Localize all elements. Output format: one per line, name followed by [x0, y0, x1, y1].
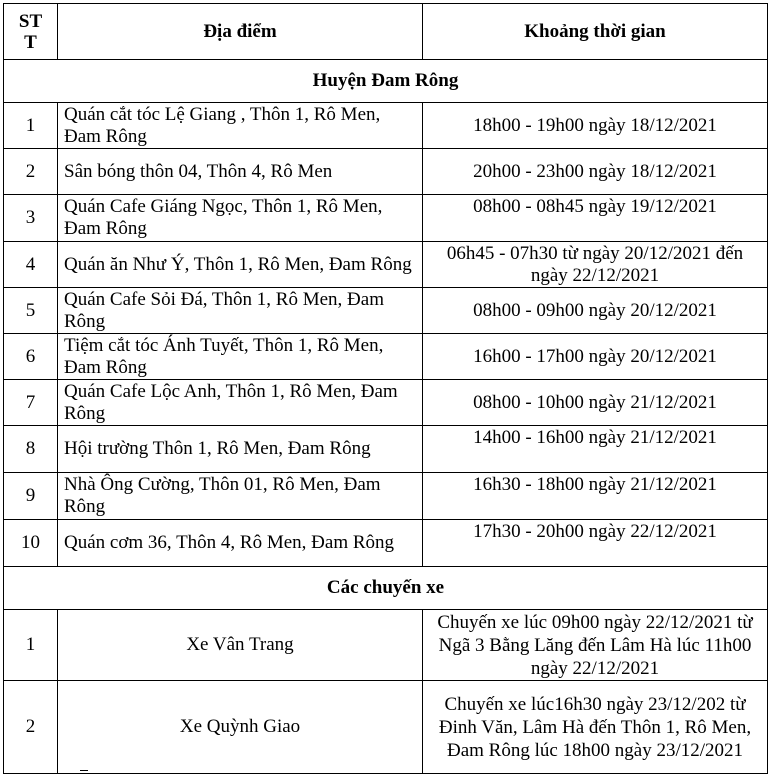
table-row: [4, 426, 768, 473]
table-row: [4, 288, 768, 334]
header-row: [4, 4, 768, 60]
table-row: [4, 473, 768, 520]
row-place: Xe Vân Trang: [58, 610, 423, 681]
row-time: 08h00 - 09h00 ngày 20/12/2021: [423, 288, 768, 334]
row-stt: 4: [4, 242, 58, 288]
row-stt: 10: [4, 520, 58, 567]
row-stt: 1: [4, 610, 58, 681]
row-stt: 9: [4, 473, 58, 520]
row-time: Chuyến xe lúc 09h00 ngày 22/12/2021 từ Ngã 3 Bằng Lăng đến Lâm Hà lúc 11h00 ngày 22/12/2021: [423, 610, 768, 681]
row-place: Quán Cafe Lộc Anh, Thôn 1, Rô Men, Đam Rông: [58, 380, 423, 426]
table-row: [4, 242, 768, 288]
header-stt: ST T: [4, 4, 58, 60]
row-place: Tiệm cắt tóc Ánh Tuyết, Thôn 1, Rô Men, Đam Rông: [58, 334, 423, 380]
row-stt: 5: [4, 288, 58, 334]
row-time: 16h30 - 18h00 ngày 21/12/2021: [423, 473, 768, 520]
table-row: [4, 681, 768, 774]
row-stt: 8: [4, 426, 58, 473]
table-row: [4, 195, 768, 242]
page-cutoff-mark: [80, 770, 88, 773]
table-row: [4, 334, 768, 380]
row-time: 06h45 - 07h30 từ ngày 20/12/2021 đến ngày 22/12/2021: [423, 242, 768, 288]
row-time: 14h00 - 16h00 ngày 21/12/2021: [423, 426, 768, 473]
row-stt: 1: [4, 103, 58, 149]
row-time: 17h30 - 20h00 ngày 22/12/2021: [423, 520, 768, 567]
table-row: [4, 380, 768, 426]
row-stt: 3: [4, 195, 58, 242]
row-stt: 2: [4, 681, 58, 774]
row-stt: 7: [4, 380, 58, 426]
row-time: 08h00 - 10h00 ngày 21/12/2021: [423, 380, 768, 426]
table-row: [4, 520, 768, 567]
row-time: 18h00 - 19h00 ngày 18/12/2021: [423, 103, 768, 149]
row-place: Quán ăn Như Ý, Thôn 1, Rô Men, Đam Rông: [58, 242, 423, 288]
section-title: Các chuyến xe: [4, 567, 768, 610]
row-place: Sân bóng thôn 04, Thôn 4, Rô Men: [58, 149, 423, 195]
table-row: [4, 149, 768, 195]
row-place: Quán cơm 36, Thôn 4, Rô Men, Đam Rông: [58, 520, 423, 567]
row-place: Quán cắt tóc Lệ Giang , Thôn 1, Rô Men, Đam Rông: [58, 103, 423, 149]
row-time: 08h00 - 08h45 ngày 19/12/2021: [423, 195, 768, 242]
row-time: 20h00 - 23h00 ngày 18/12/2021: [423, 149, 768, 195]
schedule-table: [3, 3, 768, 774]
section-header: [4, 567, 768, 610]
section-title: Huyện Đam Rông: [4, 60, 768, 103]
header-time: Khoảng thời gian: [423, 4, 768, 60]
row-stt: 2: [4, 149, 58, 195]
table-row: [4, 103, 768, 149]
header-place: Địa điểm: [58, 4, 423, 60]
row-place: Xe Quỳnh Giao: [58, 681, 423, 774]
row-place: Quán Cafe Giáng Ngọc, Thôn 1, Rô Men, Đam Rông: [58, 195, 423, 242]
row-time: 16h00 - 17h00 ngày 20/12/2021: [423, 334, 768, 380]
row-place: Nhà Ông Cường, Thôn 01, Rô Men, Đam Rông: [58, 473, 423, 520]
row-time: Chuyến xe lúc16h30 ngày 23/12/202 từ Đinh Văn, Lâm Hà đến Thôn 1, Rô Men, Đam Rông lúc 18h00 ngày 23/12/2021: [423, 681, 768, 774]
table-row: [4, 610, 768, 681]
row-place: Quán Cafe Sỏi Đá, Thôn 1, Rô Men, Đam Rông: [58, 288, 423, 334]
section-header: [4, 60, 768, 103]
row-stt: 6: [4, 334, 58, 380]
row-place: Hội trường Thôn 1, Rô Men, Đam Rông: [58, 426, 423, 473]
